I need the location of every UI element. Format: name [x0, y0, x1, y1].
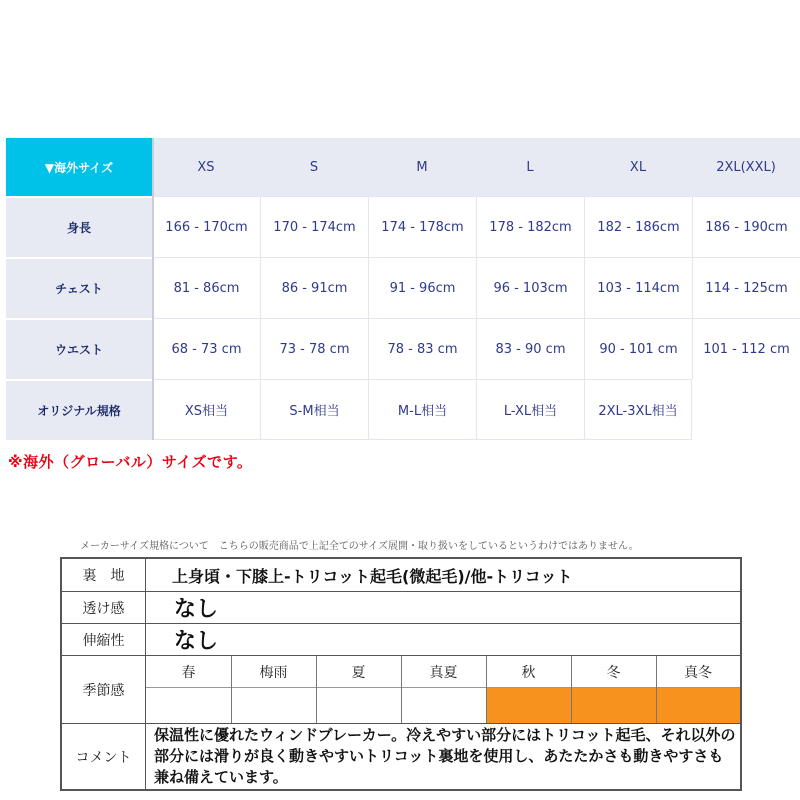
value-sheer: なし [174, 597, 219, 622]
season-label-midwinter: 真冬 [684, 664, 712, 681]
col-header-xl: XL [584, 138, 692, 196]
table-cell: 170 - 174cm [260, 196, 368, 257]
value-comment: 保温性に優れたウィンドブレーカー。冷えやすい部分にはトリコット起毛、それ以外の部分には滑りが良く動きやすいトリコット裏地を使用し、あたたかさも動きやすさも兼ね備えています。 [154, 726, 736, 786]
season-box [401, 688, 486, 723]
season-col-divider [401, 656, 402, 723]
spec-table [60, 557, 742, 791]
season-label-spring: 春 [181, 664, 196, 681]
col-header-l: L [476, 138, 584, 196]
season-box [231, 688, 316, 723]
season-col-divider [571, 656, 572, 723]
spec-caption: メーカーサイズ規格について こちらの販売商品で上記全てのサイズ展開・取り扱いをしているというわけではありません。 [80, 541, 639, 552]
row-header-waist: ウエスト [6, 318, 152, 379]
label-comment: コメント [62, 724, 146, 789]
col-header-xs: XS [152, 138, 260, 196]
table-cell: 114 - 125cm [692, 257, 800, 318]
table-cell: 96 - 103cm [476, 257, 584, 318]
table-cell: M-L相当 [368, 379, 476, 440]
table-cell: 174 - 178cm [368, 196, 476, 257]
table-cell: 178 - 182cm [476, 196, 584, 257]
table-cell: 166 - 170cm [152, 196, 260, 257]
table-cell: 103 - 114cm [584, 257, 692, 318]
table-cell: S-M相当 [260, 379, 368, 440]
size-table-corner: ▼海外サイズ [6, 138, 152, 196]
row-header-original: オリジナル規格 [6, 379, 152, 440]
col-header-m: M [368, 138, 476, 196]
row-header-chest: チェスト [6, 257, 152, 318]
season-label-autumn: 秋 [521, 664, 536, 681]
table-cell: 182 - 186cm [584, 196, 692, 257]
season-grid [146, 656, 740, 723]
season-box [486, 688, 571, 723]
season-col-divider [316, 656, 317, 723]
season-label-summer: 夏 [351, 664, 366, 681]
col-header-s: S [260, 138, 368, 196]
season-box [316, 688, 401, 723]
value-stretch: なし [174, 629, 219, 654]
season-col-divider [486, 656, 487, 723]
header-divider [152, 138, 154, 440]
season-box [146, 688, 231, 723]
table-cell: 91 - 96cm [368, 257, 476, 318]
table-cell: 68 - 73 cm [152, 318, 260, 379]
table-cell: 83 - 90 cm [476, 318, 584, 379]
table-cell: 2XL-3XL相当 [584, 379, 692, 440]
season-col-divider [656, 656, 657, 723]
label-season: 季節感 [62, 656, 146, 723]
label-lining: 裏 地 [62, 559, 146, 591]
season-label-midsummer: 真夏 [429, 664, 458, 681]
label-sheer: 透け感 [62, 592, 146, 623]
table-cell: 81 - 86cm [152, 257, 260, 318]
season-col-divider [231, 656, 232, 723]
value-lining: 上身頃・下膝上-トリコット起毛(微起毛)/他-トリコット [172, 566, 573, 586]
size-table [6, 138, 800, 442]
season-box [656, 688, 740, 723]
label-stretch: 伸縮性 [62, 624, 146, 655]
season-box [571, 688, 656, 723]
col-header-2xl: 2XL(XXL) [692, 138, 800, 196]
table-cell: 78 - 83 cm [368, 318, 476, 379]
overseas-size-note: ※海外（グローバル）サイズです。 [8, 453, 253, 471]
table-cell: L-XL相当 [476, 379, 584, 440]
table-cell: 73 - 78 cm [260, 318, 368, 379]
table-cell: 186 - 190cm [692, 196, 800, 257]
season-label-rainy: 梅雨 [259, 664, 288, 681]
table-cell: 101 - 112 cm [692, 318, 800, 379]
table-cell: 86 - 91cm [260, 257, 368, 318]
table-cell: XS相当 [152, 379, 260, 440]
row-header-height: 身長 [6, 196, 152, 257]
season-label-winter: 冬 [606, 664, 621, 681]
table-cell: 90 - 101 cm [584, 318, 692, 379]
